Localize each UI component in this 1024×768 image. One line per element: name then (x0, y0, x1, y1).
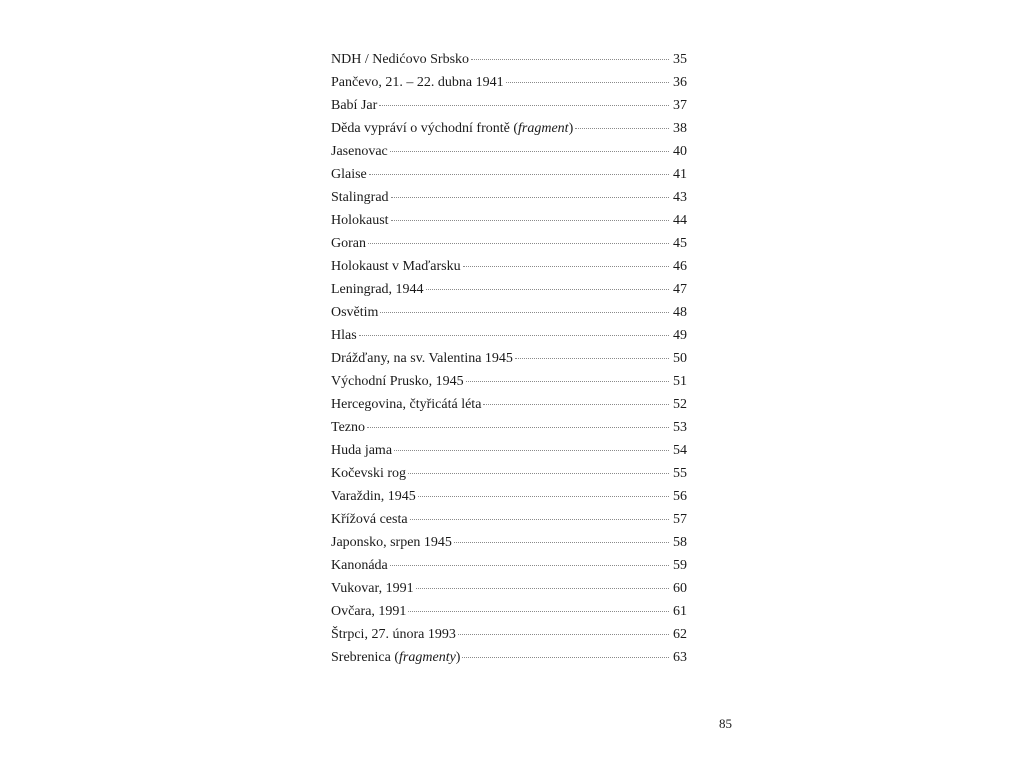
toc-title-part: Jasenovac (331, 144, 388, 159)
toc-entry-page: 61 (673, 604, 687, 619)
toc-entry (331, 232, 687, 255)
toc-entry-title (331, 554, 388, 577)
toc-entry-page: 56 (673, 489, 687, 504)
toc-title-part: Drážďany, na sv. Valentina 1945 (331, 351, 513, 366)
toc-title-part: Hlas (331, 328, 357, 343)
dot-leader (390, 565, 669, 566)
toc-title-part: Stalingrad (331, 190, 389, 205)
dot-leader (575, 128, 669, 129)
dot-leader (471, 59, 669, 60)
toc-entry-page: 47 (673, 282, 687, 297)
toc-title-part: Osvětim (331, 305, 379, 320)
toc-entry-page: 40 (673, 144, 687, 159)
dot-leader (454, 542, 669, 543)
toc-entry-page: 54 (673, 443, 687, 458)
toc-entry-title (331, 462, 406, 485)
toc-entry-title (331, 577, 414, 600)
toc-entry (331, 646, 687, 669)
toc-entry (331, 186, 687, 209)
dot-leader (416, 588, 669, 589)
toc-entry-page: 53 (673, 420, 687, 435)
toc-entry (331, 347, 687, 370)
toc-title-part: Vukovar, 1991 (331, 581, 414, 596)
toc-entry-title (331, 163, 367, 186)
toc-entry (331, 324, 687, 347)
toc-entry (331, 554, 687, 577)
toc-entry (331, 71, 687, 94)
toc-entry (331, 577, 687, 600)
toc-entry-title (331, 393, 481, 416)
dot-leader (466, 381, 669, 382)
toc-title-part: Křížová cesta (331, 512, 408, 527)
toc-entry-title (331, 71, 504, 94)
toc-entry (331, 393, 687, 416)
toc-entry-title (331, 278, 424, 301)
toc-entry-title (331, 508, 408, 531)
dot-leader (394, 450, 669, 451)
toc-entry-page: 35 (673, 52, 687, 67)
toc-entry (331, 600, 687, 623)
toc-title-part: Varaždin, 1945 (331, 489, 416, 504)
page-number: 85 (719, 716, 732, 731)
toc-entry-title (331, 439, 392, 462)
toc-entry-page: 51 (673, 374, 687, 389)
toc-entry (331, 416, 687, 439)
toc-entry-title (331, 600, 406, 623)
toc-entry-title (331, 485, 416, 508)
toc-entry-page: 58 (673, 535, 687, 550)
toc-title-part: Východní Prusko, 1945 (331, 374, 464, 389)
toc-title-italic-part: fragment (518, 121, 569, 136)
toc-entry-page: 46 (673, 259, 687, 274)
toc-entry-page: 41 (673, 167, 687, 182)
toc-title-part: ) (455, 650, 461, 665)
dot-leader (426, 289, 669, 290)
toc-entry-title (331, 232, 366, 255)
toc-entry-page: 48 (673, 305, 687, 320)
toc-entry-page: 60 (673, 581, 687, 596)
toc-entry (331, 301, 687, 324)
toc-title-part: Goran (331, 236, 366, 251)
toc-entry-page: 62 (673, 627, 687, 642)
toc-entry (331, 370, 687, 393)
toc-title-part: Hercegovina, čtyřicátá léta (331, 397, 482, 412)
toc-entry-title (331, 140, 388, 163)
toc-title-part: Tezno (331, 420, 366, 435)
toc-entry-page: 45 (673, 236, 687, 251)
toc-entry (331, 485, 687, 508)
toc-title-italic-part: fragmenty (399, 650, 456, 665)
dot-leader (408, 611, 669, 612)
toc-entry-title (331, 347, 513, 370)
dot-leader (391, 197, 669, 198)
toc-title-part: Ovčara, 1991 (331, 604, 407, 619)
toc-entry-title (331, 209, 389, 232)
toc-entry (331, 117, 687, 140)
toc-title-part: Holokaust (331, 213, 389, 228)
toc-entry-page: 52 (673, 397, 687, 412)
dot-leader (380, 312, 669, 313)
toc-entry-page: 38 (673, 121, 687, 136)
dot-leader (418, 496, 669, 497)
dot-leader (483, 404, 669, 405)
toc-title-part: Kanonáda (331, 558, 388, 573)
dot-leader (369, 174, 669, 175)
dot-leader (390, 151, 669, 152)
dot-leader (379, 105, 669, 106)
toc-entry-page: 57 (673, 512, 687, 527)
dot-leader (367, 427, 669, 428)
toc-title-part: Štrpci, 27. února 1993 (331, 627, 456, 642)
toc-title-part: Kočevski rog (331, 466, 407, 481)
toc-entry (331, 439, 687, 462)
toc-title-part: Glaise (331, 167, 367, 182)
toc-title-part: ) (568, 121, 574, 136)
toc-title-part: Babí Jar (331, 98, 378, 113)
toc-entry-title (331, 370, 464, 393)
toc-entry (331, 278, 687, 301)
toc-entry-page: 63 (673, 650, 687, 665)
dot-leader (410, 519, 669, 520)
toc-title-part: Děda vypráví o východní frontě ( (331, 121, 518, 136)
table-of-contents (331, 48, 687, 669)
toc-title-part: Leningrad, 1944 (331, 282, 424, 297)
dot-leader (391, 220, 669, 221)
toc-entry (331, 531, 687, 554)
toc-entry-page: 44 (673, 213, 687, 228)
toc-entry (331, 508, 687, 531)
toc-title-part: Huda jama (331, 443, 393, 458)
toc-entry-page: 37 (673, 98, 687, 113)
toc-title-part: NDH / Nedićovo Srbsko (331, 52, 470, 67)
dot-leader (368, 243, 669, 244)
toc-entry-title (331, 416, 365, 439)
toc-entry-page: 36 (673, 75, 687, 90)
toc-entry (331, 163, 687, 186)
toc-entry-title (331, 531, 452, 554)
toc-title-part: Japonsko, srpen 1945 (331, 535, 452, 550)
toc-entry-page: 50 (673, 351, 687, 366)
dot-leader (462, 657, 669, 658)
toc-entry-page: 49 (673, 328, 687, 343)
toc-entry (331, 623, 687, 646)
toc-entry-page: 43 (673, 190, 687, 205)
toc-title-part: Holokaust v Maďarsku (331, 259, 461, 274)
toc-title-part: Pančevo, 21. – 22. dubna 1941 (331, 75, 504, 90)
toc-entry-page: 55 (673, 466, 687, 481)
toc-entry (331, 462, 687, 485)
toc-entry (331, 94, 687, 117)
toc-entry-title (331, 646, 460, 669)
toc-title-part: Srebrenica ( (331, 650, 400, 665)
toc-entry-title (331, 255, 461, 278)
toc-entry-page: 59 (673, 558, 687, 573)
dot-leader (359, 335, 669, 336)
dot-leader (515, 358, 669, 359)
dot-leader (458, 634, 669, 635)
toc-entry (331, 209, 687, 232)
toc-entry-title (331, 324, 357, 347)
toc-entry-title (331, 48, 469, 71)
dot-leader (463, 266, 669, 267)
toc-entry-title (331, 94, 377, 117)
toc-entry (331, 48, 687, 71)
toc-entry-title (331, 623, 456, 646)
toc-entry (331, 140, 687, 163)
dot-leader (408, 473, 669, 474)
toc-entry-title (331, 117, 573, 140)
dot-leader (506, 82, 669, 83)
toc-entry-title (331, 186, 389, 209)
toc-entry (331, 255, 687, 278)
toc-entry-title (331, 301, 378, 324)
